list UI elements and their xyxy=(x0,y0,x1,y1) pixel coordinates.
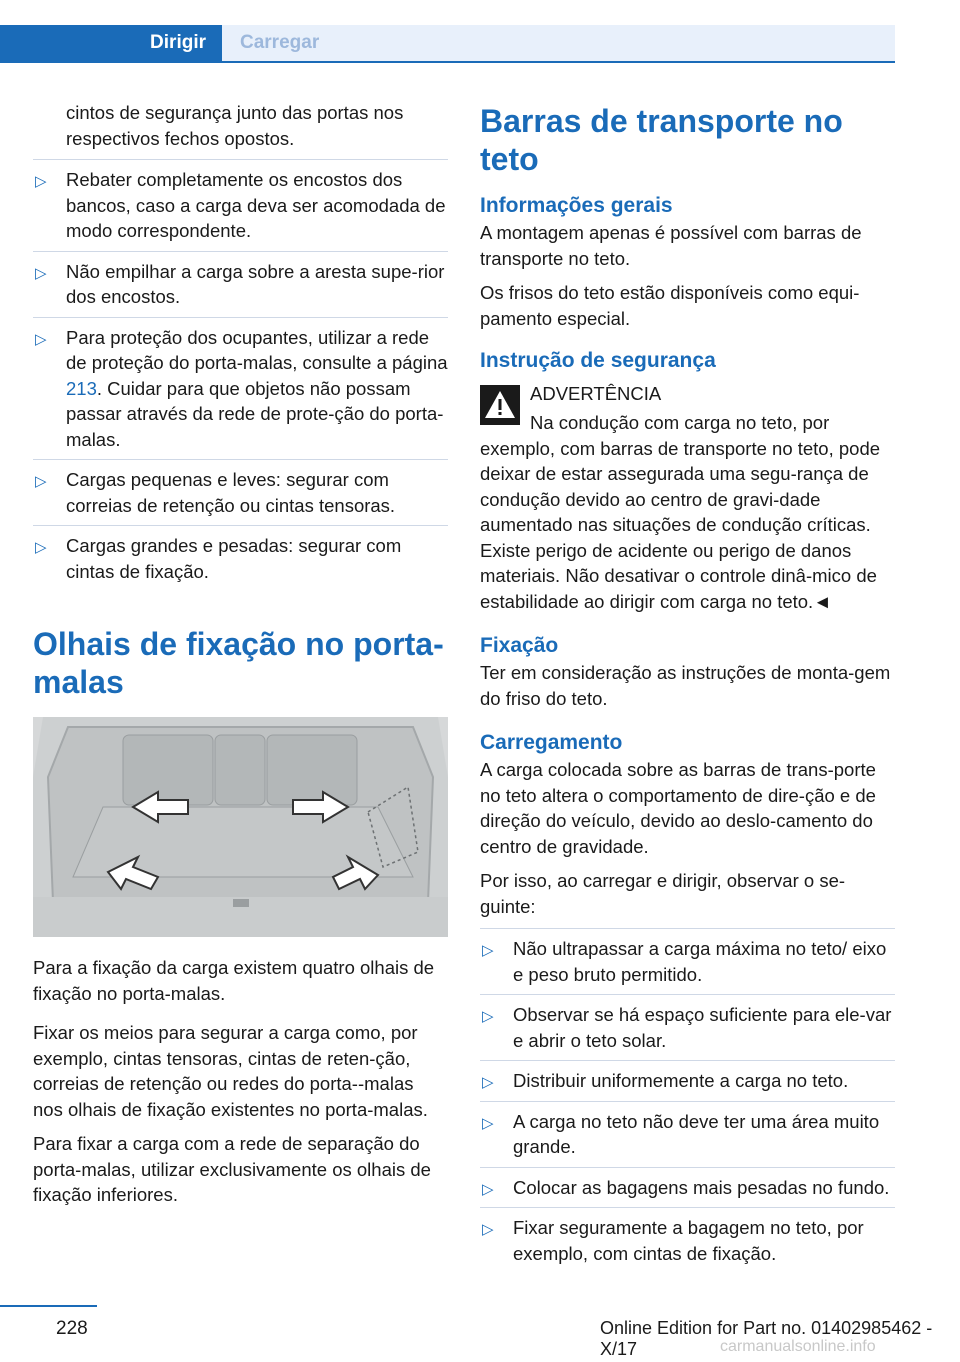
list-item: ▷ A carga no teto não deve ter uma área muito grande. xyxy=(480,1101,895,1167)
list-item: ▷ Rebater completamente os encostos dos bancos, caso a carga deva ser acomodada de modo correspondente. xyxy=(33,159,448,251)
list-item: ▷ Distribuir uniformemente a carga no teto. xyxy=(480,1060,895,1101)
triangle-bullet-icon: ▷ xyxy=(482,1180,494,1198)
paragraph: Ter em consideração as instruções de monta‐gem do friso do teto. xyxy=(480,662,891,709)
list-item: ▷ Cargas grandes e pesadas: segurar com cintas de fixação. xyxy=(33,525,448,591)
triangle-bullet-icon: ▷ xyxy=(482,1221,494,1238)
paragraph: Por isso, ao carregar e dirigir, observar o se‐guinte: xyxy=(480,870,846,917)
trunk-illustration xyxy=(33,717,448,937)
bullet-list-right xyxy=(480,928,895,1273)
tab-carregar[interactable]: Carregar xyxy=(222,25,895,61)
section-title-left: Olhais de fixação no porta‐malas xyxy=(33,626,444,700)
paragraph: A montagem apenas é possível com barras de transporte no teto. xyxy=(480,222,862,269)
list-item: ▷ Não empilhar a carga sobre a aresta supe‐rior dos encostos. xyxy=(33,251,448,317)
list-item: ▷ Colocar as bagagens mais pesadas no fundo. xyxy=(480,1167,895,1208)
paragraph: A carga colocada sobre as barras de trans‐porte no teto altera o comportamento de dire‐ção e de direção do veículo, devido ao deslo‐camento do centro de gravidade. xyxy=(480,759,876,857)
subheading-safety: Instrução de segurança xyxy=(480,349,716,372)
list-item: ▷ Cargas pequenas e leves: segurar com correias de retenção ou cintas tensoras. xyxy=(33,459,448,525)
subheading-info: Informações gerais xyxy=(480,194,673,217)
edition-text: Online Edition for Part no. 01402985462 - X/17 xyxy=(600,1318,933,1359)
list-item: ▷ Fixar seguramente a bagagem no teto, por exemplo, com cintas de fixação. xyxy=(480,1207,895,1273)
continued-text: cintos de segurança junto das portas nos respectivos fechos opostos. xyxy=(66,102,404,149)
subheading-fixacao: Fixação xyxy=(480,634,559,657)
watermark: carmanualsonline.info xyxy=(720,1338,876,1355)
triangle-bullet-icon: ▷ xyxy=(35,539,47,556)
triangle-bullet-icon: ▷ xyxy=(482,1114,494,1132)
page-link[interactable]: 213 xyxy=(66,377,97,399)
paragraph: Para fixar a carga com a rede de separação do porta-malas, utilizar exclusivamente os olhais de fixação inferiores. xyxy=(33,1133,431,1205)
left-column xyxy=(33,100,448,1217)
triangle-bullet-icon: ▷ xyxy=(482,942,494,959)
right-column xyxy=(480,100,895,1273)
bullet-list-left xyxy=(33,159,448,591)
list-item: ▷ Observar se há espaço suficiente para ele‐var e abrir o teto solar. xyxy=(480,994,895,1060)
paragraph: Os frisos do teto estão disponíveis como equi‐pamento especial. xyxy=(480,282,860,329)
warning-triangle-icon xyxy=(480,385,520,425)
warning-block xyxy=(480,381,895,431)
triangle-bullet-icon: ▷ xyxy=(35,473,47,490)
warning-label: ADVERTÊNCIA xyxy=(530,383,662,404)
triangle-bullet-icon: ▷ xyxy=(482,1008,494,1025)
page-number: 228 xyxy=(56,1318,88,1339)
subheading-carregamento: Carregamento xyxy=(480,731,623,754)
warning-text: Na condução com carga no teto, por exemplo, com barras de transporte no teto, pode deixar de estar assegurada uma segu‐rança de condução devido ao centro de gravi‐dade aumentado nas situações de condução críticas. Existe perigo de acidente ou perigo de danos materiais. Não desativar o controle dinâ‐mico de estabilidade ao dirigir com carga no teto.◄ xyxy=(480,412,881,612)
paragraph: Para a fixação da carga existem quatro olhais de fixação no porta-malas. xyxy=(33,957,435,1004)
header-tabs xyxy=(0,25,895,61)
triangle-bullet-icon: ▷ xyxy=(35,173,47,190)
list-item: ▷ Para proteção dos ocupantes, utilizar a rede de proteção do porta-malas, consulte a página 213. Cuidar para que objetos não possam passar através da rede de prote‐ção do porta-malas. xyxy=(33,317,448,460)
trunk-image xyxy=(33,717,448,937)
triangle-bullet-icon: ▷ xyxy=(482,1074,494,1091)
section-title-right: Barras de transporte no teto xyxy=(480,103,843,177)
tab-dirigir[interactable]: Dirigir xyxy=(0,25,222,61)
footer-rule xyxy=(0,1305,97,1307)
triangle-bullet-icon: ▷ xyxy=(35,264,47,282)
list-item: ▷ Não ultrapassar a carga máxima no teto/ eixo e peso bruto permitido. xyxy=(480,928,895,994)
paragraph: Fixar os meios para segurar a carga como, por exemplo, cintas tensoras, cintas de reten‐ção, correias de retenção ou redes do porta‐-malas nos olhais de fixação existentes no porta-malas. xyxy=(33,1022,428,1120)
header-rule xyxy=(0,61,895,63)
triangle-bullet-icon: ▷ xyxy=(35,330,47,348)
